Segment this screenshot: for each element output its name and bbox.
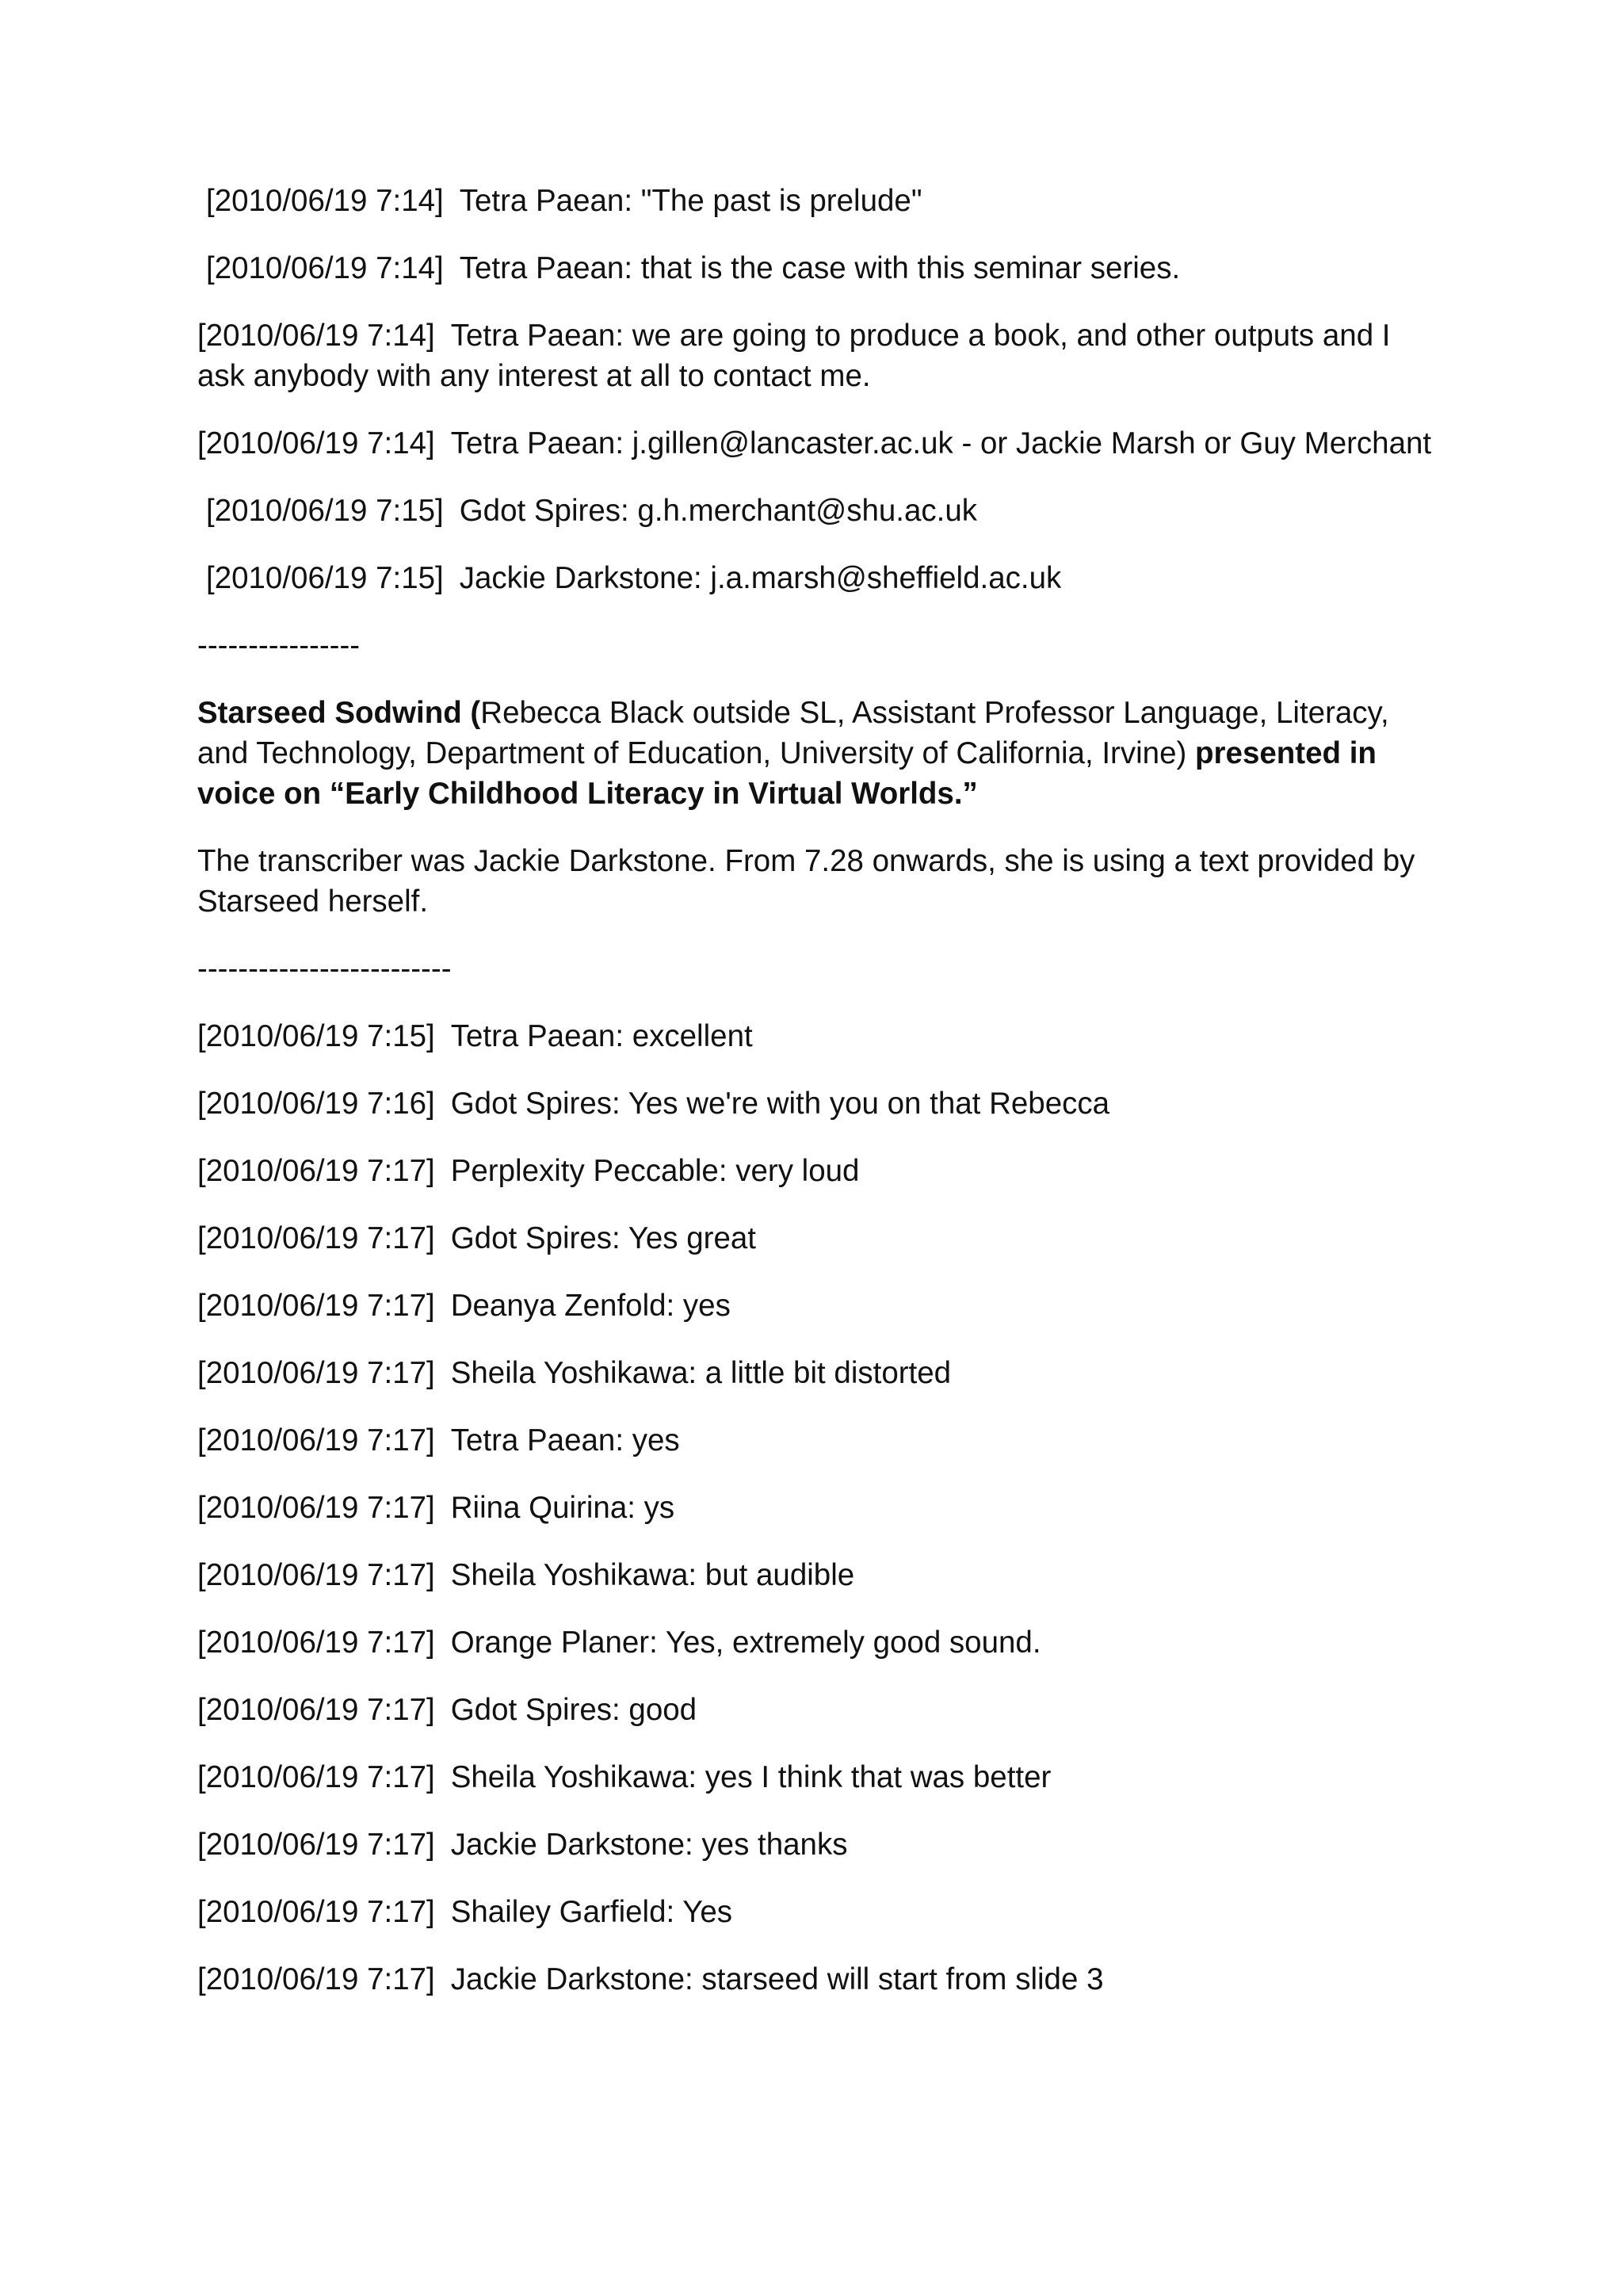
timestamp: [2010/06/19 7:15]: [206, 561, 444, 595]
timestamp: [2010/06/19 7:14]: [197, 426, 435, 460]
timestamp: [2010/06/19 7:14]: [197, 319, 435, 353]
chat-message: Jackie Darkstone: j.a.marsh@sheffield.ac.uk: [459, 561, 1062, 595]
separator-line: -------------------------: [197, 952, 452, 986]
chat-message: Sheila Yoshikawa: a little bit distorted: [450, 1356, 952, 1390]
chat-line: [197, 181, 1434, 221]
chat-message: Orange Planer: Yes, extremely good sound.: [450, 1626, 1041, 1660]
chat-message: Gdot Spires: g.h.merchant@shu.ac.uk: [459, 494, 977, 528]
timestamp: [2010/06/19 7:17]: [197, 1491, 435, 1525]
timestamp: [2010/06/19 7:17]: [197, 1558, 435, 1592]
chat-line: [197, 423, 1434, 464]
chat-message: Tetra Paean: j.gillen@lancaster.ac.uk - or Jackie Marsh or Guy Merchant: [450, 426, 1432, 460]
chat-line: [197, 1420, 1434, 1461]
timestamp: [2010/06/19 7:15]: [197, 1019, 435, 1053]
chat-message: Deanya Zenfold: yes: [450, 1289, 731, 1323]
chat-line: [197, 1622, 1434, 1663]
chat-message: Jackie Darkstone: starseed will start from slide 3: [450, 1962, 1104, 1996]
transcript-content: [197, 181, 1434, 2027]
chat-line: [197, 315, 1434, 396]
timestamp: [2010/06/19 7:14]: [206, 251, 444, 285]
timestamp: [2010/06/19 7:17]: [197, 1423, 435, 1457]
chat-message: Jackie Darkstone: yes thanks: [450, 1828, 848, 1862]
presenter-details: Rebecca Black outside SL, Assistant Professor Language, Literacy, and Technology, Department of Education, University of California, Irvine): [197, 696, 1389, 770]
timestamp: [2010/06/19 7:17]: [197, 1693, 435, 1727]
timestamp: [2010/06/19 7:17]: [197, 1828, 435, 1862]
chat-message: Tetra Paean: excellent: [450, 1019, 753, 1053]
chat-message: Perplexity Peccable: very loud: [450, 1154, 860, 1188]
chat-message: Gdot Spires: Yes great: [450, 1221, 756, 1255]
timestamp: [2010/06/19 7:16]: [197, 1087, 435, 1121]
timestamp: [2010/06/19 7:17]: [197, 1760, 435, 1794]
chat-line: [197, 1286, 1434, 1326]
presenter-heading: [197, 693, 1434, 814]
chat-line: [197, 1824, 1434, 1865]
chat-line: [197, 248, 1434, 288]
presentation-title: presented in voice on “Early Childhood Literacy in Virtual Worlds.”: [197, 736, 1377, 811]
chat-line: [197, 1218, 1434, 1259]
chat-message: Sheila Yoshikawa: yes I think that was better: [450, 1760, 1052, 1794]
chat-message: Tetra Paean: that is the case with this seminar series.: [459, 251, 1181, 285]
chat-message: Sheila Yoshikawa: but audible: [450, 1558, 855, 1592]
chat-message: Tetra Paean: yes: [450, 1423, 680, 1457]
chat-line: [197, 1016, 1434, 1056]
chat-line: [197, 1555, 1434, 1595]
timestamp: [2010/06/19 7:17]: [197, 1221, 435, 1255]
chat-line: [197, 1488, 1434, 1528]
timestamp: [2010/06/19 7:17]: [197, 1289, 435, 1323]
chat-message: Riina Quirina: ys: [450, 1491, 675, 1525]
chat-line: [197, 1690, 1434, 1730]
timestamp: [2010/06/19 7:17]: [197, 1626, 435, 1660]
chat-line: [197, 1892, 1434, 1932]
timestamp: [2010/06/19 7:15]: [206, 494, 444, 528]
timestamp: [2010/06/19 7:14]: [206, 184, 444, 218]
chat-line: [197, 1959, 1434, 2000]
chat-message: Gdot Spires: Yes we're with you on that Rebecca: [450, 1087, 1110, 1121]
separator-line: ----------------: [197, 628, 361, 663]
chat-message: Gdot Spires: good: [450, 1693, 697, 1727]
timestamp: [2010/06/19 7:17]: [197, 1895, 435, 1929]
chat-line: [197, 558, 1434, 598]
timestamp: [2010/06/19 7:17]: [197, 1356, 435, 1390]
timestamp: [2010/06/19 7:17]: [197, 1962, 435, 1996]
chat-line: [197, 1083, 1434, 1124]
chat-message: Tetra Paean: we are going to produce a book, and other outputs and I ask anybody with any interest at all to contact me.: [197, 319, 1391, 393]
chat-line: [197, 1757, 1434, 1797]
chat-line: [197, 1151, 1434, 1191]
chat-line: [197, 491, 1434, 531]
chat-message: Shailey Garfield: Yes: [450, 1895, 732, 1929]
transcriber-note: The transcriber was Jackie Darkstone. From 7.28 onwards, she is using a text provided by Starseed herself.: [197, 844, 1415, 919]
chat-message: Tetra Paean: "The past is prelude": [459, 184, 922, 218]
presenter-name: Starseed Sodwind (: [197, 696, 481, 730]
timestamp: [2010/06/19 7:17]: [197, 1154, 435, 1188]
chat-line: [197, 1353, 1434, 1393]
